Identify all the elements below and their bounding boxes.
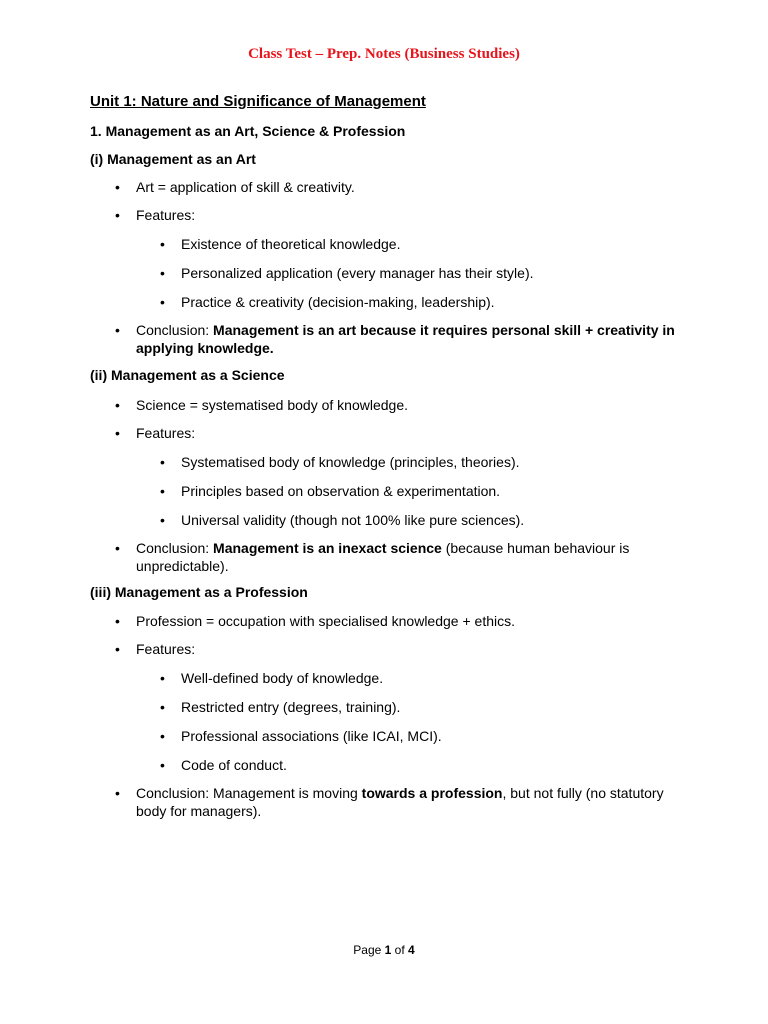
art-features-label: Features:	[136, 207, 196, 223]
art-feature-item: Practice & creativity (decision-making, leadership).	[181, 294, 495, 310]
bullet: •	[160, 265, 165, 281]
art-feature-item: Personalized application (every manager has their style).	[181, 265, 534, 281]
bullet: •	[160, 757, 165, 773]
bullet: •	[160, 483, 165, 499]
bullet: •	[160, 294, 165, 310]
document-title: Class Test – Prep. Notes (Business Studies)	[248, 46, 520, 62]
science-definition: Science = systematised body of knowledge.	[136, 397, 408, 413]
conclusion-bold: Management is an art because it requires personal skill + creativity in applying knowledge.	[136, 322, 675, 356]
bullet: •	[115, 322, 120, 338]
profession-feature-item: Well-defined body of knowledge.	[181, 670, 384, 686]
current-page: 1	[384, 943, 392, 957]
science-feature-item: Principles based on observation & experimentation.	[181, 483, 501, 499]
page-footer	[0, 943, 768, 957]
bullet: •	[160, 670, 165, 686]
profession-heading: (iii) Management as a Profession	[90, 584, 308, 600]
profession-definition: Profession = occupation with specialised knowledge + ethics.	[136, 613, 515, 629]
science-heading: (ii) Management as a Science	[90, 367, 285, 383]
bullet: •	[115, 641, 120, 657]
section-heading: 1. Management as an Art, Science & Profession	[90, 123, 406, 139]
art-conclusion	[136, 321, 676, 357]
bullet: •	[160, 454, 165, 470]
science-features-label: Features:	[136, 425, 196, 441]
science-feature-item: Systematised body of knowledge (principles, theories).	[181, 454, 520, 470]
conclusion-prefix: Conclusion: Management is moving	[136, 785, 362, 801]
profession-feature-item: Professional associations (like ICAI, MCI).	[181, 728, 442, 744]
bullet: •	[115, 207, 120, 223]
of-word: of	[391, 943, 409, 957]
profession-conclusion	[136, 784, 666, 820]
art-definition: Art = application of skill & creativity.	[136, 179, 355, 195]
profession-features-label: Features:	[136, 641, 196, 657]
bullet: •	[160, 512, 165, 528]
bullet: •	[115, 785, 120, 801]
bullet: •	[160, 728, 165, 744]
conclusion-bold: towards a profession	[361, 785, 503, 801]
unit-heading: Unit 1: Nature and Significance of Management	[90, 93, 426, 110]
bullet: •	[115, 540, 120, 556]
profession-feature-item: Restricted entry (degrees, training).	[181, 699, 401, 715]
conclusion-suffix: , but not fully (no statutory body for managers).	[136, 785, 664, 819]
bullet: •	[115, 397, 120, 413]
art-heading: (i) Management as an Art	[90, 151, 256, 167]
page-word: Page	[353, 943, 385, 957]
bullet: •	[160, 236, 165, 252]
bullet: •	[115, 613, 120, 629]
art-feature-item: Existence of theoretical knowledge.	[181, 236, 401, 252]
conclusion-suffix: (because human behaviour is unpredictable).	[136, 540, 630, 574]
conclusion-prefix: Conclusion:	[136, 322, 214, 338]
bullet: •	[115, 179, 120, 195]
bullet: •	[160, 699, 165, 715]
science-feature-item: Universal validity (though not 100% like pure sciences).	[181, 512, 525, 528]
profession-feature-item: Code of conduct.	[181, 757, 287, 773]
total-pages: 4	[408, 943, 415, 957]
conclusion-bold: Management is an inexact science	[213, 540, 442, 556]
science-conclusion	[136, 539, 636, 575]
conclusion-prefix: Conclusion:	[136, 540, 214, 556]
bullet: •	[115, 425, 120, 441]
